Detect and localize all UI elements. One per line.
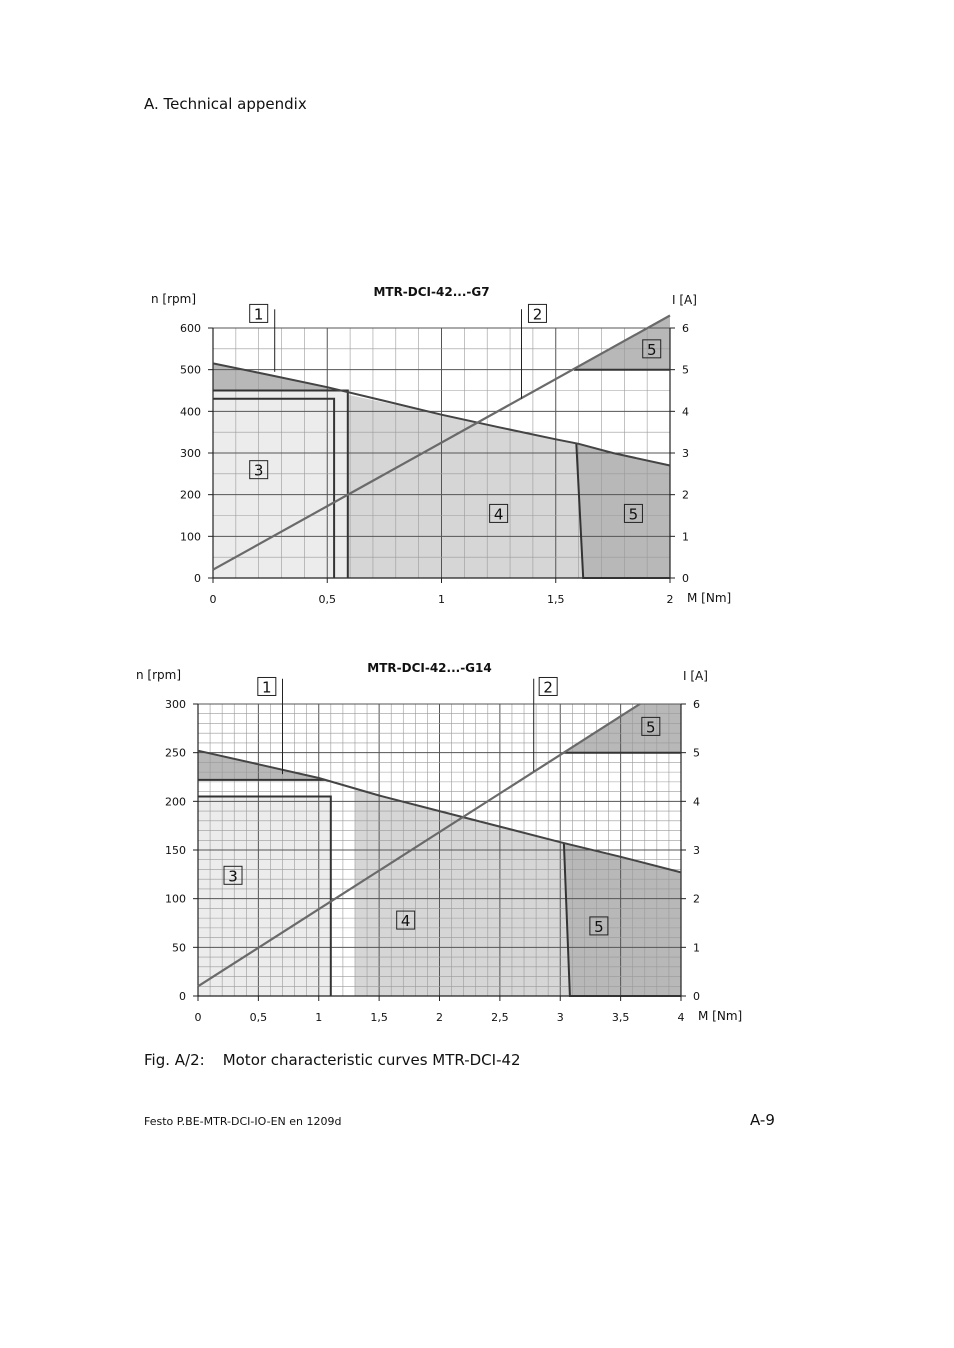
x-tick-label: 3,5 xyxy=(611,1011,630,1024)
y2-tick-label: 1 xyxy=(682,530,689,544)
chart-grid xyxy=(213,328,670,578)
y2-tick-label: 2 xyxy=(693,892,700,906)
marker-label: 3 xyxy=(253,461,264,480)
x-axis-label: M [Nm] xyxy=(698,1009,743,1023)
chart-g7 xyxy=(151,285,731,606)
y2-tick-label: 0 xyxy=(693,990,700,1003)
y2-tick-label: 3 xyxy=(693,844,700,857)
y2-tick-label: 4 xyxy=(682,405,689,419)
marker-label: 5 xyxy=(594,917,604,936)
y-tick-label: 200 xyxy=(165,795,186,809)
x-tick-label: 0,5 xyxy=(249,1011,268,1024)
y2-axis-label: I [A] xyxy=(672,293,697,307)
caption-figure-number: Fig. A/2: xyxy=(144,1051,205,1069)
y2-tick-label: 5 xyxy=(693,746,700,760)
x-tick-label: 1,5 xyxy=(370,1011,388,1024)
y-tick-label: 50 xyxy=(172,941,186,955)
region-3 xyxy=(198,797,331,997)
chart-grid xyxy=(198,704,681,996)
marker-label: 5 xyxy=(646,718,656,737)
y-axis-label: n [rpm] xyxy=(136,668,182,682)
y-tick-label: 300 xyxy=(165,698,186,711)
x-tick-label: 2 xyxy=(436,1011,443,1024)
y-tick-label: 250 xyxy=(165,746,186,760)
x-tick-label: 1,5 xyxy=(547,593,565,606)
x-tick-label: 2 xyxy=(666,593,674,606)
x-tick-label: 1 xyxy=(315,1011,323,1024)
chart-g14 xyxy=(136,661,742,1024)
chart-title: MTR-DCI-42...-G14 xyxy=(367,661,492,675)
x-tick-label: 0 xyxy=(209,593,217,606)
region-5 xyxy=(564,704,681,753)
y-tick-label: 150 xyxy=(165,844,186,857)
x-tick-label: 3 xyxy=(556,1011,564,1024)
region-4 xyxy=(348,395,583,578)
marker-label: 2 xyxy=(532,305,543,324)
x-tick-label: 0 xyxy=(194,1011,202,1024)
y2-tick-label: 6 xyxy=(682,322,689,335)
marker-label: 2 xyxy=(543,678,553,697)
section-header: A. Technical appendix xyxy=(144,95,307,113)
marker-label: 1 xyxy=(253,305,264,324)
y-tick-label: 200 xyxy=(180,488,201,502)
x-axis-label: M [Nm] xyxy=(687,591,732,605)
y2-tick-label: 3 xyxy=(682,447,689,460)
chart-title: MTR-DCI-42...-G7 xyxy=(373,285,490,299)
y-tick-label: 300 xyxy=(180,447,201,460)
y-tick-label: 500 xyxy=(180,363,201,377)
y2-tick-label: 6 xyxy=(693,698,700,711)
x-tick-label: 2,5 xyxy=(491,1011,509,1024)
y2-tick-label: 0 xyxy=(682,572,689,585)
y-tick-label: 400 xyxy=(180,405,201,419)
y-tick-label: 600 xyxy=(180,322,201,335)
figure-caption xyxy=(144,1051,521,1069)
footer-page-number: A-9 xyxy=(750,1111,775,1129)
marker-label: 4 xyxy=(493,505,504,524)
x-tick-label: 4 xyxy=(677,1011,685,1024)
footer-document-id: Festo P.BE-MTR-DCI-IO-EN en 1209d xyxy=(144,1115,342,1128)
marker-label: 5 xyxy=(628,505,639,524)
marker-label: 4 xyxy=(400,912,411,931)
y-tick-label: 100 xyxy=(180,530,201,544)
y2-tick-label: 4 xyxy=(693,795,700,809)
x-tick-label: 1 xyxy=(438,593,445,606)
marker-label: 3 xyxy=(228,867,238,886)
marker-label: 5 xyxy=(646,340,657,359)
y-tick-label: 0 xyxy=(179,990,186,1003)
x-tick-label: 0,5 xyxy=(318,593,336,606)
caption-text: Motor characteristic curves MTR-DCI-42 xyxy=(222,1051,521,1069)
y-tick-label: 100 xyxy=(165,892,186,906)
region-5 xyxy=(564,843,681,996)
y2-tick-label: 1 xyxy=(693,941,700,955)
y2-axis-label: I [A] xyxy=(683,669,708,683)
marker-label: 1 xyxy=(262,678,272,697)
y2-tick-label: 5 xyxy=(682,363,689,377)
y-axis-label: n [rpm] xyxy=(151,292,197,306)
y-tick-label: 0 xyxy=(194,572,201,585)
y2-tick-label: 2 xyxy=(682,488,689,502)
